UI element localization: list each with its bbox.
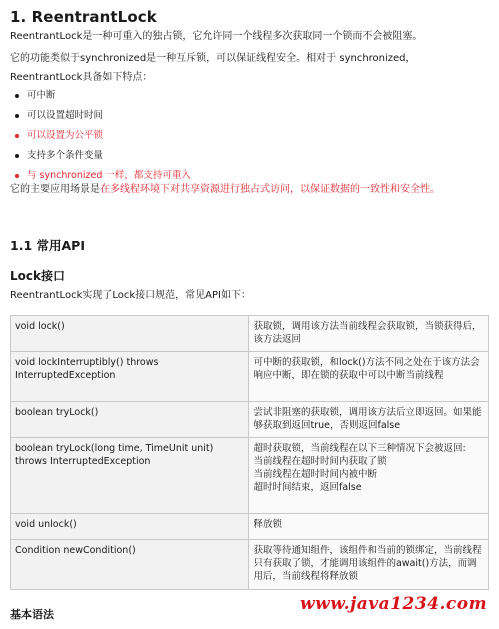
- bullet-icon: [15, 154, 19, 158]
- feature-item: 可以设置超时时间: [10, 106, 480, 126]
- section-title: 1.1 常用API: [10, 238, 85, 253]
- api-description: 尝试非阻塞的获取锁，调用该方法后立即返回。如果能够获取到返回true，否则返回false: [249, 402, 489, 438]
- feature-list: [10, 86, 480, 186]
- bullet-icon: [15, 174, 19, 178]
- usage-highlight: 在多线程环境下对共享资源进行独占式访问，以保证数据的一致性和安全性。: [100, 184, 440, 195]
- usage-paragraph: [10, 180, 440, 199]
- site-watermark: www.java1234.com: [300, 594, 488, 614]
- api-method: boolean tryLock(long time, TimeUnit unit) throws InterruptedException: [11, 438, 249, 514]
- api-method: Condition newCondition(): [11, 540, 249, 590]
- intro-line-3: ReentrantLock具备如下特点：: [10, 72, 153, 83]
- api-description: 获取锁，调用该方法当前线程会获取锁，当锁获得后，该方法返回: [249, 316, 489, 352]
- intro-line-2: 它的功能类似于synchronized是一种互斥锁，可以保证线程安全。相对于 synchronized，: [10, 53, 416, 64]
- table-row: [11, 352, 489, 402]
- api-description: 超时获取锁，当前线程在以下三种情况下会被返回: 当前线程在超时时间内获取了锁 当前线程在超时时间内被中断 超时时间结束，返回false: [249, 438, 489, 514]
- table-row: [11, 514, 489, 540]
- bullet-icon: [15, 134, 19, 138]
- table-row: [11, 438, 489, 514]
- api-description: 可中断的获取锁，和lock()方法不同之处在于该方法会响应中断，即在锁的获取中可以中断当前线程: [249, 352, 489, 402]
- feature-item: 与 synchronized 一样，都支持可重入: [10, 166, 480, 186]
- api-description: 释放锁: [249, 514, 489, 540]
- usage-prefix: 它的主要应用场景是: [10, 184, 100, 195]
- feature-item: 可中断: [10, 86, 480, 106]
- api-method: void unlock(): [11, 514, 249, 540]
- api-description: 获取等待通知组件，该组件和当前的锁绑定，当前线程只有获取了锁，才能调用该组件的await()方法，而调用后，当前线程将释放锁: [249, 540, 489, 590]
- api-table: [10, 315, 489, 590]
- bullet-icon: [15, 94, 19, 98]
- api-method: boolean tryLock(): [11, 402, 249, 438]
- table-row: [11, 540, 489, 590]
- intro-line-1: ReentrantLock是一种可重入的独占锁，它允许同一个线程多次获取同一个锁而不会被阻塞。: [10, 31, 423, 42]
- lock-interface-title: Lock接口: [10, 269, 65, 283]
- feature-item: 支持多个条件变量: [10, 146, 480, 166]
- page-title: 1. ReentrantLock: [10, 8, 157, 26]
- table-row: [11, 402, 489, 438]
- lock-description: ReentrantLock实现了Lock接口规范，常见API如下：: [10, 290, 251, 301]
- api-method: void lockInterruptibly() throws InterruptedException: [11, 352, 249, 402]
- basic-syntax-heading: 基本语法: [10, 608, 54, 621]
- bullet-icon: [15, 114, 19, 118]
- feature-item: 可以设置为公平锁: [10, 126, 480, 146]
- table-row: [11, 316, 489, 352]
- api-method: void lock(): [11, 316, 249, 352]
